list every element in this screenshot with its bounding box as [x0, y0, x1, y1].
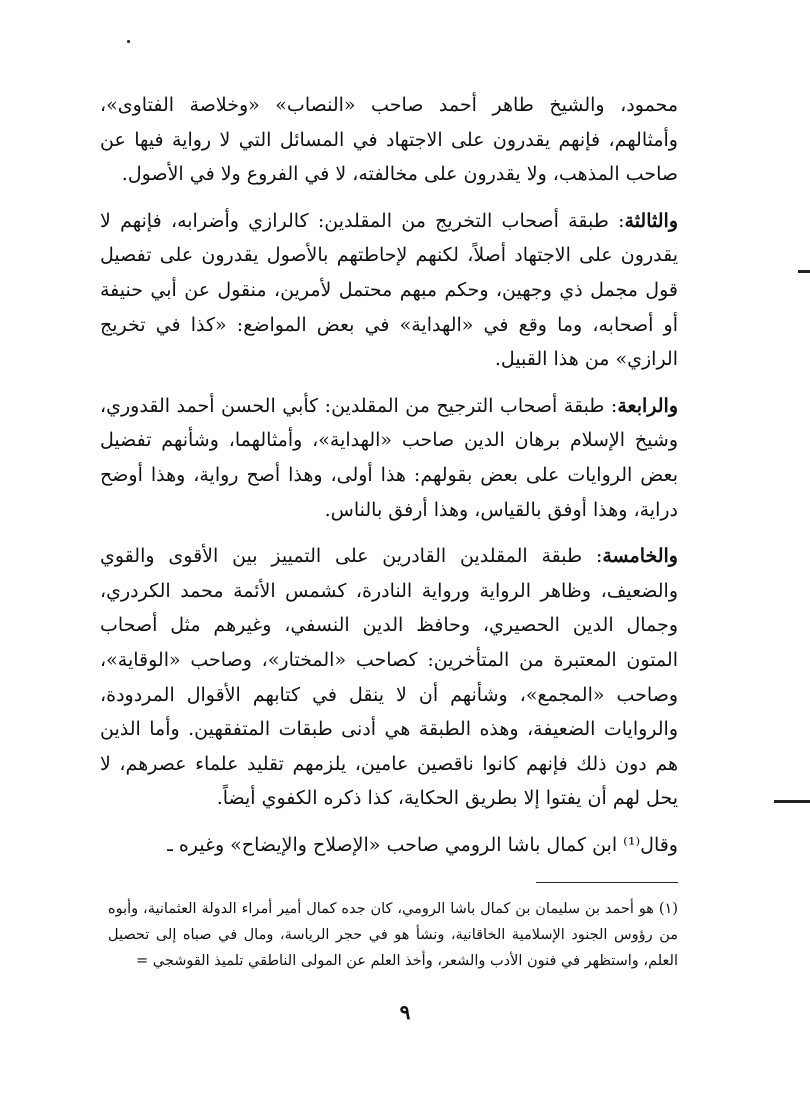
- paragraph-fifth-class: [100, 539, 678, 816]
- paragraph-lead: والخامسة: [602, 545, 678, 568]
- page-number: ٩: [399, 1000, 411, 1024]
- edge-mark: [774, 800, 810, 803]
- paragraph-text: : طبقة أصحاب التخريج من المقلدين: كالرازي وأضرابه، فإنهم لا يقدرون على الاجتهاد أصلاً، لكنهم لإحاطتهم بالأصول يقدرون على تفصيل قول مجمل ذي وجهين، وحكم مبهم محتمل لأمرين، منقول عن أبي حنيفة أو أصحابه، وما وقع في «الهداية» في بعض المواضع: «كذا في تخريج الرازي» من هذا القبيل.: [100, 209, 678, 371]
- main-text: [100, 88, 678, 874]
- paragraph-text: : طبقة أصحاب الترجيح من المقلدين: كأبي الحسن أحمد القدوري، وشيخ الإسلام برهان الدين صاحب «الهداية»، وأمثالهما، وشأنهم تفضيل بعض الروايات على بعض بقولهم: هذا أولى، وهذا أصح رواية، وهذا أوضح دراية، وهذا أوفق بالقياس، وهذا أرفق بالناس.: [100, 394, 678, 521]
- paragraph-continuation: [100, 88, 678, 192]
- edge-mark: [798, 270, 810, 273]
- paragraph-text: : طبقة المقلدين القادرين على التمييز بين الأقوى والقوي والضعيف، وظاهر الرواية ورواية النادرة، كشمس الأئمة محمد الكردري، وجمال الدين الحصيري، وحافظ الدين النسفي، وغيرهم مثل أصحاب المتون المعتبرة من المتأخرين: كصاحب «المختار»، وصاحب «الوقاية»، وصاحب «المجمع»، وشأنهم أن لا ينقل في كتابهم الأقوال المردودة، والروايات الضعيفة، وهذه الطبقة هي أدنى طبقات المتفقهين. وأما الذين هم دون ذلك فإنهم كانوا ناقصين عامين، يلزمهم تقليد علماء عصرهم، لا يحل لهم أن يفتوا إلا بطريق الحكاية، كذا ذكره الكفوي أيضاً.: [100, 545, 678, 810]
- paragraph-text: محمود، والشيخ طاهر أحمد صاحب «النصاب» «وخلاصة الفتاوى»، وأمثالهم، فإنهم يقدرون على الاجتهاد في المسائل التي لا رواية فيها عن صاحب المذهب، ولا يقدرون على مخالفته، لا في الفروع ولا في الأصول.: [100, 94, 678, 186]
- paragraph-text: وقال⁽¹⁾ ابن كمال باشا الرومي صاحب «الإصلاح والإيضاح» وغيره ـ: [167, 833, 678, 856]
- footnote-text: (١) هو أحمد بن سليمان بن كمال باشا الرومي، كان جده كمال أمير أمراء الدولة العثمانية، وأبوه من رؤوس الجنود الإسلامية الخاقانية، ونشأ هو في حجر الرياسة، ومال في صباه إلى تحصيل العلم، واستظهر في فنون الأدب والشعر، وأخذ العلم عن المولى الناطقي تلميذ القوشجي =: [108, 901, 678, 969]
- paragraph-lead: والثالثة: [624, 209, 678, 232]
- speck-mark: [127, 40, 130, 43]
- paragraph-lead: والرابعة: [617, 394, 678, 417]
- paragraph-fourth-class: [100, 389, 678, 527]
- paragraph-third-class: [100, 204, 678, 377]
- footnote: [108, 896, 678, 974]
- paragraph-ibn-kamal: [100, 828, 678, 863]
- footnote-separator: [536, 882, 678, 883]
